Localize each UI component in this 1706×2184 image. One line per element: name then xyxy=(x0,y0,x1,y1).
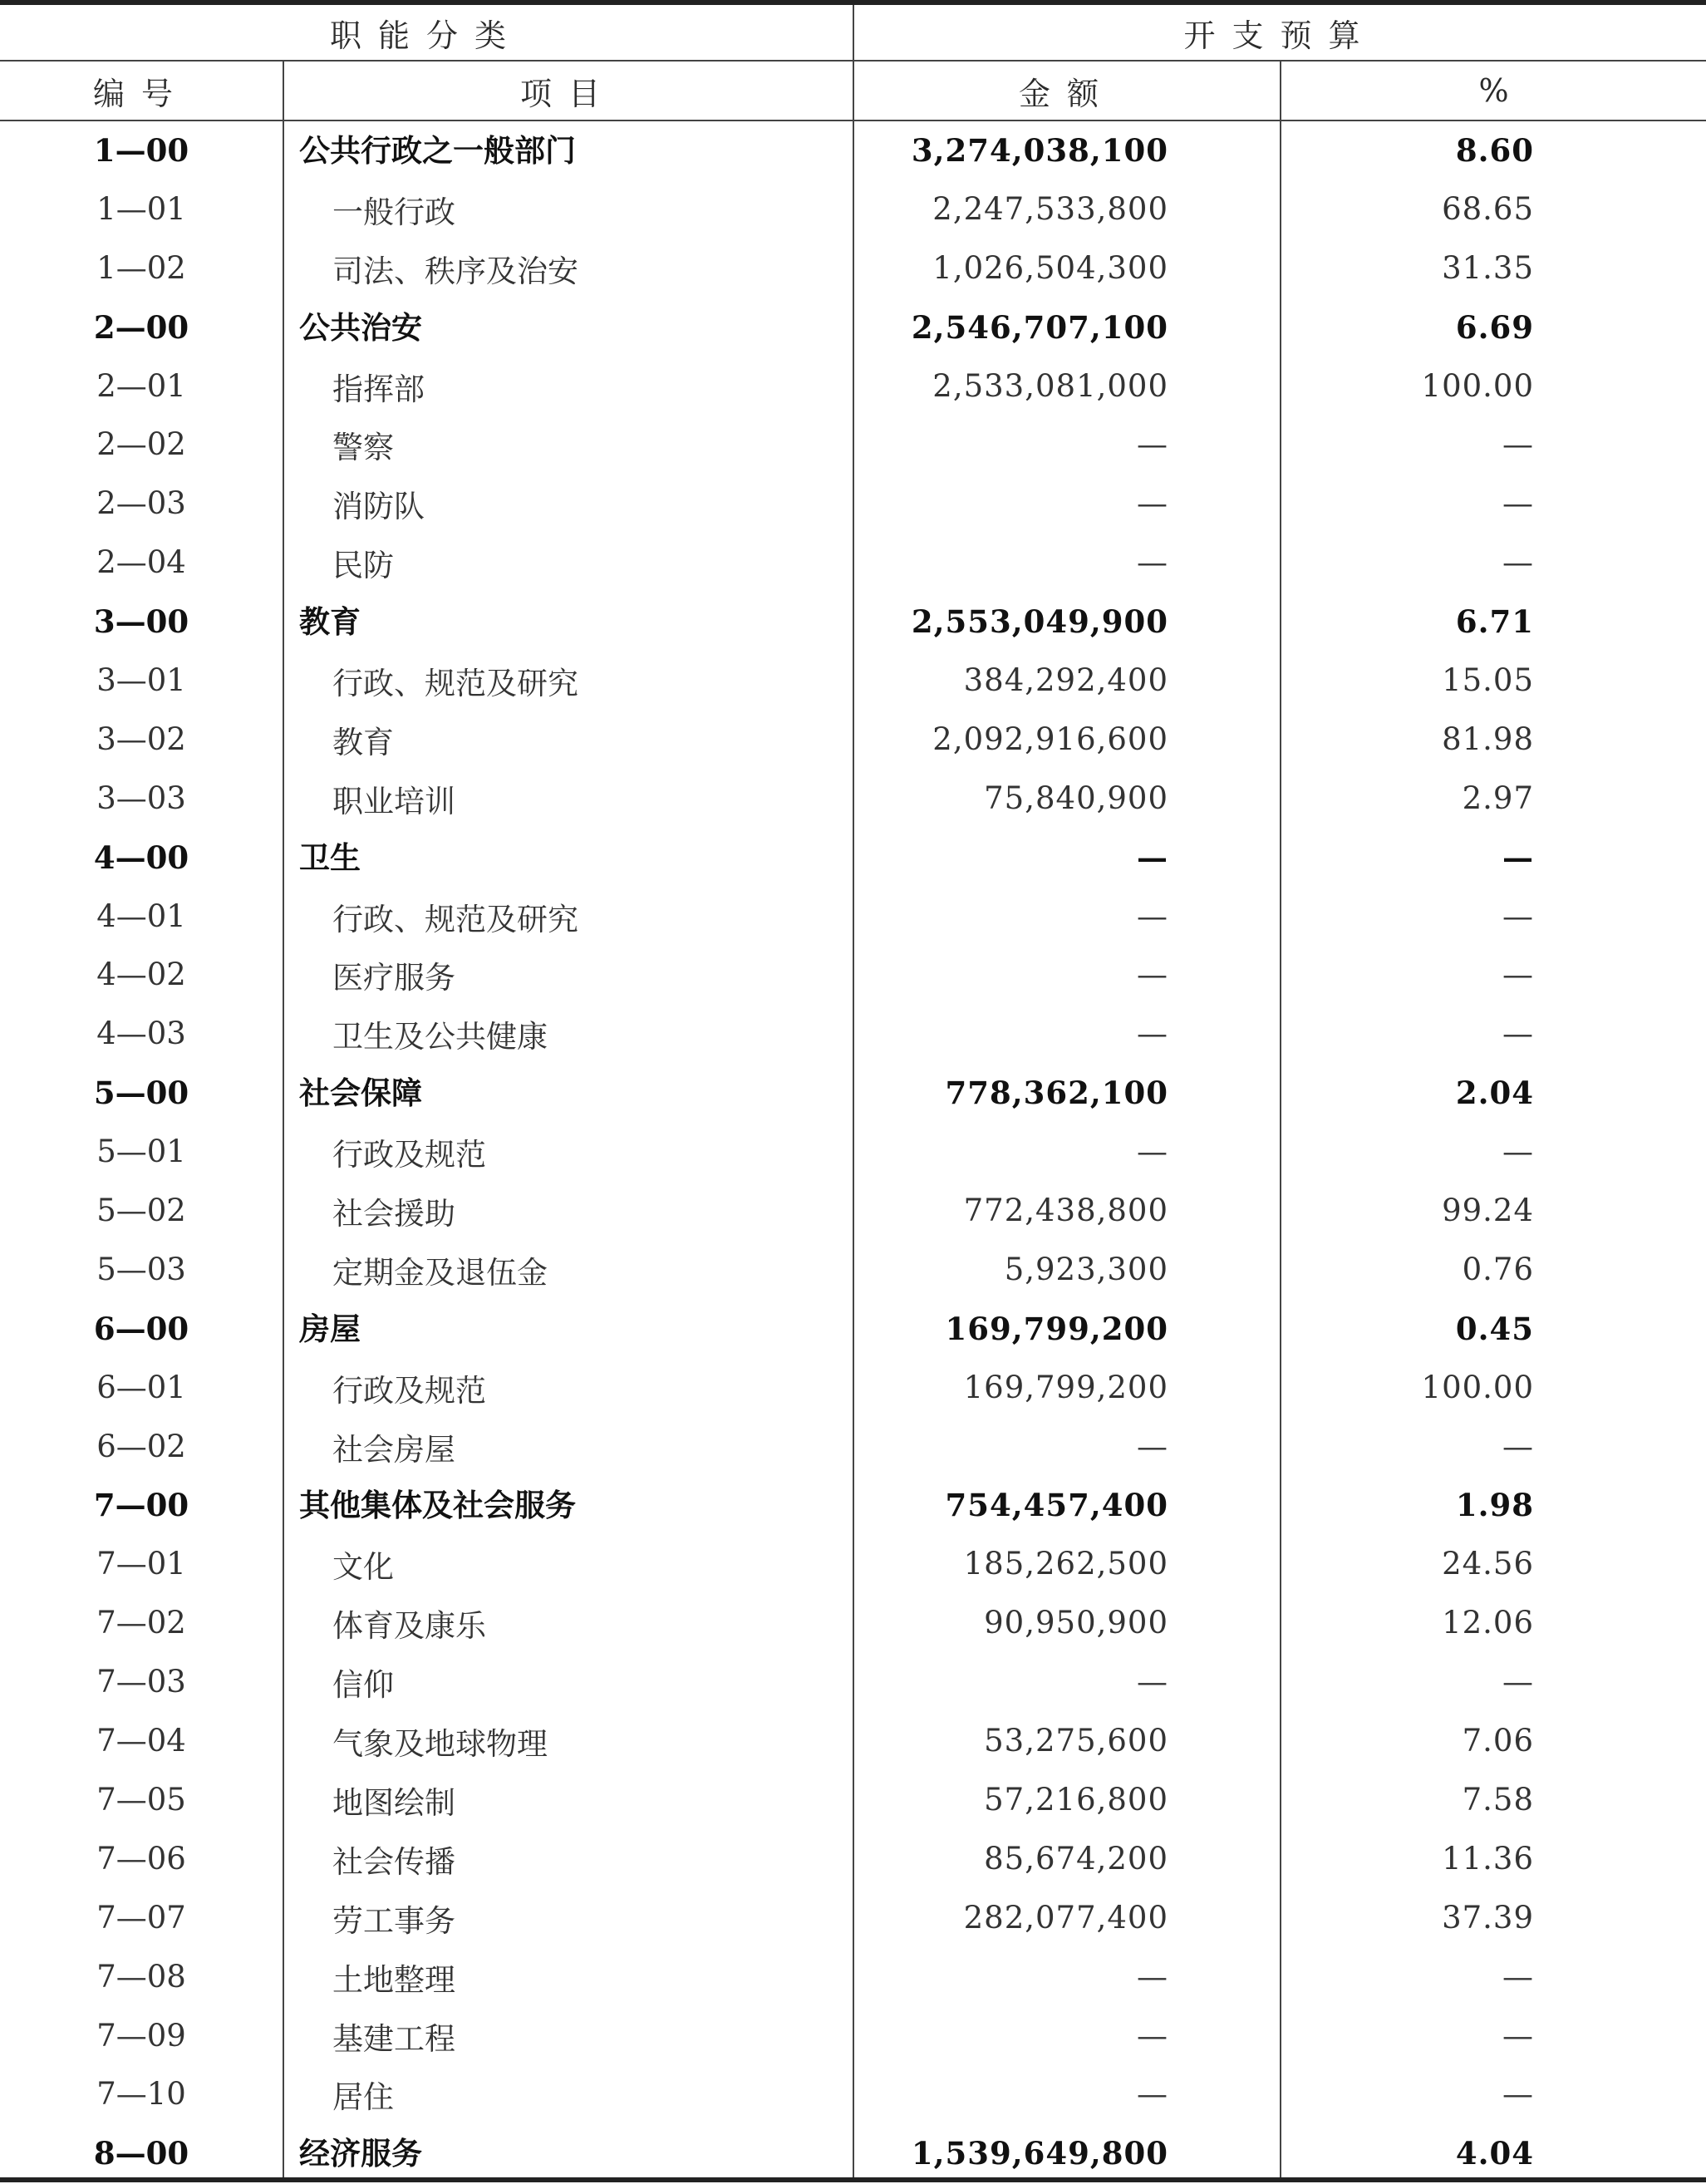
subcategory-row xyxy=(0,1535,1706,1594)
row-code: 1—01 xyxy=(96,190,186,227)
row-item: 居住 xyxy=(332,2079,394,2116)
row-item: 公共治安 xyxy=(299,308,422,346)
row-amount: — xyxy=(1137,2017,1168,2054)
row-item: 文化 xyxy=(332,1549,394,1586)
row-code: 7—06 xyxy=(96,1840,186,1877)
row-percent: 100.00 xyxy=(1421,1369,1534,1405)
subcategory-row xyxy=(0,652,1706,711)
row-amount: 1,026,504,300 xyxy=(932,249,1168,286)
row-amount: — xyxy=(1137,1428,1168,1464)
row-amount: 778,362,100 xyxy=(945,1075,1168,1112)
row-code: 7—05 xyxy=(96,1781,186,1818)
row-item: 社会援助 xyxy=(332,1196,455,1232)
subcategory-row xyxy=(0,1182,1706,1241)
row-percent: 37.39 xyxy=(1442,1899,1534,1936)
row-amount: 5,923,300 xyxy=(1004,1251,1168,1287)
row-percent: — xyxy=(1502,1134,1534,1170)
row-percent: 7.58 xyxy=(1462,1781,1534,1818)
subcategory-row xyxy=(0,1418,1706,1477)
row-item: 教育 xyxy=(332,724,394,760)
category-row xyxy=(0,593,1706,652)
row-percent: 4.04 xyxy=(1455,2135,1534,2172)
row-item: 行政、规范及研究 xyxy=(332,901,578,937)
subcategory-row xyxy=(0,2065,1706,2124)
row-item: 司法、秩序及治安 xyxy=(332,253,578,289)
row-code: 7—01 xyxy=(96,1546,186,1582)
row-code: 7—07 xyxy=(96,1899,186,1936)
row-percent: — xyxy=(1502,544,1534,581)
row-amount: 169,799,200 xyxy=(963,1369,1168,1405)
row-amount: — xyxy=(1137,839,1168,876)
row-amount: 85,674,200 xyxy=(984,1840,1168,1877)
row-percent: — xyxy=(1502,898,1534,934)
subcategory-row xyxy=(0,180,1706,239)
subcategory-row xyxy=(0,1712,1706,1771)
row-percent: 6.71 xyxy=(1455,603,1534,641)
header-item: 项目 xyxy=(519,75,617,112)
row-percent: 31.35 xyxy=(1442,249,1534,286)
header-amount: 金额 xyxy=(1018,75,1115,112)
row-code: 5—00 xyxy=(93,1075,189,1112)
subcategory-row xyxy=(0,1594,1706,1653)
row-code: 4—03 xyxy=(96,1016,186,1052)
row-amount: 185,262,500 xyxy=(963,1546,1168,1582)
row-percent: 15.05 xyxy=(1442,662,1534,699)
row-percent: 8.60 xyxy=(1455,132,1534,169)
row-item: 社会房屋 xyxy=(332,1431,455,1468)
row-code: 4—00 xyxy=(93,839,189,876)
row-item: 卫生 xyxy=(299,839,361,876)
row-amount: 2,553,049,900 xyxy=(911,603,1168,641)
row-percent: 68.65 xyxy=(1442,190,1534,227)
row-item: 教育 xyxy=(299,603,361,641)
row-item: 指挥部 xyxy=(332,371,425,407)
row-code: 7—04 xyxy=(96,1723,186,1759)
row-percent: — xyxy=(1502,1664,1534,1700)
row-code: 6—00 xyxy=(93,1310,189,1347)
header-percent: % xyxy=(1478,72,1509,109)
subcategory-row xyxy=(0,1653,1706,1712)
row-code: 3—00 xyxy=(93,603,189,641)
subcategory-row xyxy=(0,1830,1706,1889)
row-code: 2—02 xyxy=(96,426,186,463)
row-percent: 0.76 xyxy=(1462,1251,1534,1287)
row-amount: 282,077,400 xyxy=(963,1899,1168,1936)
category-row xyxy=(0,1300,1706,1359)
row-percent: — xyxy=(1502,1428,1534,1464)
subcategory-row xyxy=(0,946,1706,1005)
row-amount: — xyxy=(1137,957,1168,993)
row-code: 8—00 xyxy=(93,2135,189,2172)
row-code: 1—00 xyxy=(93,132,189,169)
subcategory-row xyxy=(0,357,1706,416)
row-amount: — xyxy=(1137,1958,1168,1995)
subcategory-row xyxy=(0,711,1706,770)
row-item: 气象及地球物理 xyxy=(332,1726,548,1763)
row-percent: — xyxy=(1502,839,1534,876)
category-row xyxy=(0,1476,1706,1535)
row-percent: 6.69 xyxy=(1455,308,1534,346)
row-amount: — xyxy=(1137,1016,1168,1052)
row-amount: 169,799,200 xyxy=(945,1310,1168,1347)
category-row xyxy=(0,829,1706,888)
budget-table-body xyxy=(0,121,1706,2183)
row-amount: — xyxy=(1137,426,1168,463)
row-item: 卫生及公共健康 xyxy=(332,1019,548,1055)
subcategory-row xyxy=(0,888,1706,947)
row-percent: 100.00 xyxy=(1421,367,1534,404)
row-item: 民防 xyxy=(332,548,394,584)
row-item: 行政及规范 xyxy=(332,1372,486,1409)
row-code: 6—02 xyxy=(96,1428,186,1464)
header-vertical-divider xyxy=(853,5,854,120)
row-item: 职业培训 xyxy=(332,783,455,819)
row-code: 1—02 xyxy=(96,249,186,286)
row-code: 3—01 xyxy=(96,662,186,699)
row-amount: 53,275,600 xyxy=(984,1723,1168,1759)
row-percent: — xyxy=(1502,2017,1534,2054)
row-percent: 1.98 xyxy=(1455,1487,1534,1524)
row-code: 7—03 xyxy=(96,1664,186,1700)
row-code: 5—01 xyxy=(96,1134,186,1170)
row-percent: — xyxy=(1502,485,1534,522)
row-amount: 2,546,707,100 xyxy=(911,308,1168,346)
subcategory-row xyxy=(0,770,1706,829)
row-percent: — xyxy=(1502,426,1534,463)
row-item: 体育及康乐 xyxy=(332,1608,486,1645)
row-amount: 754,457,400 xyxy=(945,1487,1168,1524)
row-amount: 75,840,900 xyxy=(984,780,1168,816)
row-percent: — xyxy=(1502,1958,1534,1995)
row-item: 定期金及退伍金 xyxy=(332,1254,548,1291)
row-code: 5—03 xyxy=(96,1251,186,1287)
row-percent: 2.97 xyxy=(1462,780,1534,816)
row-amount: 384,292,400 xyxy=(963,662,1168,699)
row-amount: 90,950,900 xyxy=(984,1605,1168,1641)
row-percent: — xyxy=(1502,957,1534,993)
row-item: 行政、规范及研究 xyxy=(332,666,578,702)
row-percent: 81.98 xyxy=(1442,721,1534,757)
row-code: 4—02 xyxy=(96,957,186,993)
category-row xyxy=(0,121,1706,180)
row-amount: 2,247,533,800 xyxy=(932,190,1168,227)
row-item: 经济服务 xyxy=(299,2135,422,2172)
row-item: 其他集体及社会服务 xyxy=(299,1487,576,1524)
row-code: 2—00 xyxy=(93,308,189,346)
row-item: 一般行政 xyxy=(332,194,455,230)
row-code: 6—01 xyxy=(96,1369,186,1405)
category-row xyxy=(0,298,1706,357)
row-percent: 7.06 xyxy=(1462,1723,1534,1759)
subcategory-row xyxy=(0,1005,1706,1064)
row-percent: — xyxy=(1502,1016,1534,1052)
subcategory-row xyxy=(0,416,1706,475)
header-expenditure-budget: 开支预算 xyxy=(1183,17,1377,54)
row-amount: 57,216,800 xyxy=(984,1781,1168,1818)
row-item: 社会传播 xyxy=(332,1843,455,1880)
row-code: 7—02 xyxy=(96,1605,186,1641)
row-amount: — xyxy=(1137,2076,1168,2113)
row-amount: 772,438,800 xyxy=(963,1193,1168,1229)
row-code: 2—03 xyxy=(96,485,186,522)
subcategory-row xyxy=(0,1771,1706,1830)
subcategory-row xyxy=(0,534,1706,593)
subcategory-row xyxy=(0,475,1706,534)
row-item: 医疗服务 xyxy=(332,960,455,996)
subcategory-row xyxy=(0,1123,1706,1182)
row-item: 信仰 xyxy=(332,1667,394,1704)
row-amount: 2,092,916,600 xyxy=(932,721,1168,757)
row-item: 社会保障 xyxy=(299,1075,422,1112)
row-item: 消防队 xyxy=(332,489,425,525)
bottom-rule xyxy=(0,2177,1706,2182)
row-code: 4—01 xyxy=(96,898,186,934)
subcategory-row xyxy=(0,1359,1706,1418)
row-percent: 99.24 xyxy=(1442,1193,1534,1229)
row-item: 公共行政之一般部门 xyxy=(299,132,576,169)
subcategory-row xyxy=(0,2007,1706,2066)
row-amount: — xyxy=(1137,898,1168,934)
row-code: 7—08 xyxy=(96,1958,186,1995)
header-code: 编号 xyxy=(92,75,189,112)
row-code: 3—03 xyxy=(96,780,186,816)
subcategory-row xyxy=(0,1241,1706,1300)
row-amount: — xyxy=(1137,544,1168,581)
row-percent: 24.56 xyxy=(1442,1546,1534,1582)
category-row xyxy=(0,1064,1706,1123)
row-amount: — xyxy=(1137,1134,1168,1170)
row-amount: 1,539,649,800 xyxy=(911,2135,1168,2172)
header-functional-classification: 职能分类 xyxy=(329,17,523,54)
category-row xyxy=(0,2124,1706,2183)
row-percent: 2.04 xyxy=(1455,1075,1534,1112)
row-code: 3—02 xyxy=(96,721,186,757)
row-code: 5—02 xyxy=(96,1193,186,1229)
row-amount: 2,533,081,000 xyxy=(932,367,1168,404)
row-item: 基建工程 xyxy=(332,2020,455,2057)
row-code: 7—00 xyxy=(93,1487,189,1524)
row-item: 土地整理 xyxy=(332,1961,455,1998)
row-item: 地图绘制 xyxy=(332,1784,455,1821)
row-code: 2—01 xyxy=(96,367,186,404)
row-code: 7—09 xyxy=(96,2017,186,2054)
row-percent: 11.36 xyxy=(1442,1840,1534,1877)
row-percent: — xyxy=(1502,2076,1534,2113)
row-code: 7—10 xyxy=(96,2076,186,2113)
row-percent: 0.45 xyxy=(1455,1310,1534,1347)
subcategory-row xyxy=(0,1889,1706,1948)
row-amount: — xyxy=(1137,1664,1168,1700)
row-code: 2—04 xyxy=(96,544,186,581)
row-item: 劳工事务 xyxy=(332,1902,455,1939)
row-amount: 3,274,038,100 xyxy=(911,132,1168,169)
subcategory-row xyxy=(0,1948,1706,2007)
row-amount: — xyxy=(1137,485,1168,522)
row-percent: 12.06 xyxy=(1442,1605,1534,1641)
row-item: 房屋 xyxy=(299,1310,361,1347)
row-item: 行政及规范 xyxy=(332,1137,486,1173)
row-item: 警察 xyxy=(332,430,394,466)
subcategory-row xyxy=(0,239,1706,298)
